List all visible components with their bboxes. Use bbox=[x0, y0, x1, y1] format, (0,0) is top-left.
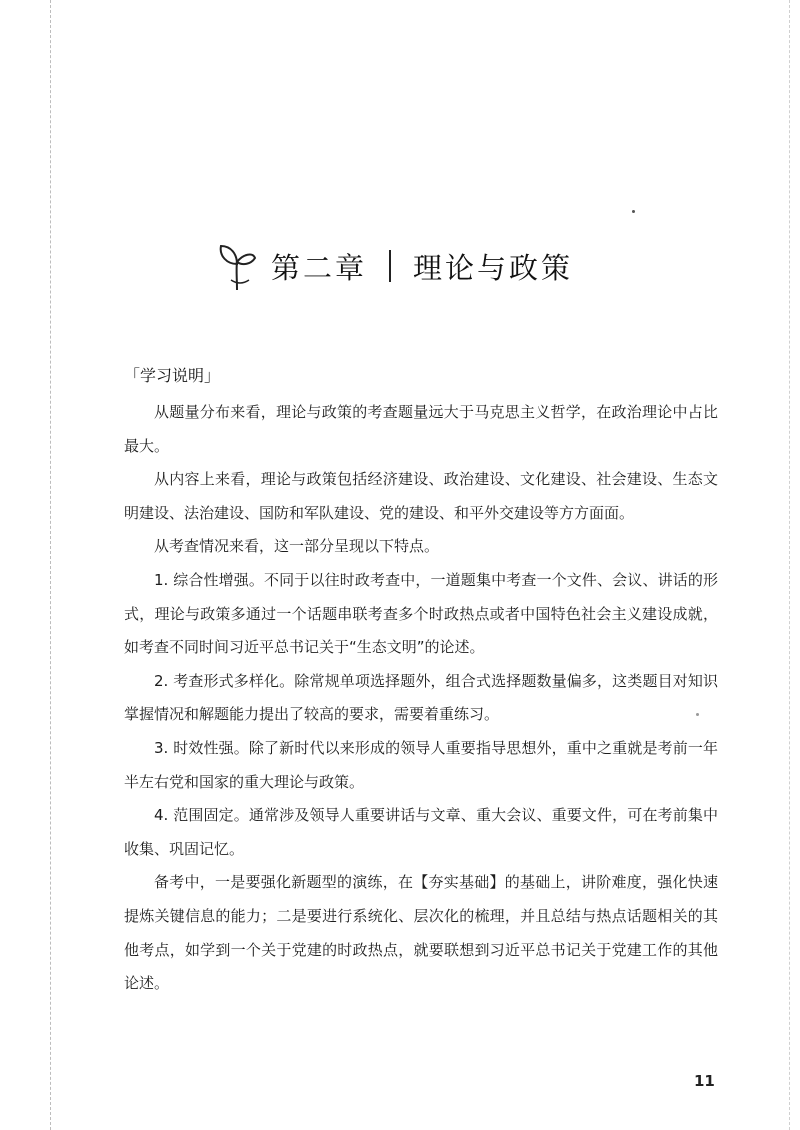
paragraph: 2. 考查形式多样化。除常规单项选择题外，组合式选择题数量偏多，这类题目对知识掌握情况和解题能力提出了较高的要求，需要着重练习。 bbox=[124, 671, 718, 724]
paragraph: 1. 综合性增强。不同于以往时政考查中，一道题集中考查一个文件、会议、讲话的形式，理论与政策多通过一个话题串联考查多个时政热点或者中国特色社会主义建设成就，如考查不同时间习近平总书记关于“生态文明”的论述。 bbox=[124, 570, 718, 657]
page-number: 11 bbox=[694, 1072, 715, 1090]
paragraph: 备考中，一是要强化新题型的演练，在【夯实基础】的基础上，讲阶难度，强化快速提炼关键信息的能力；二是要进行系统化、层次化的梳理，并且总结与热点话题相关的其他考点，如学到一个关于党建的时政热点，就要联想到习近平总书记关于党建工作的其他论述。 bbox=[124, 873, 718, 993]
paragraph: 从考查情况来看，这一部分呈现以下特点。 bbox=[154, 537, 440, 556]
scan-speck bbox=[632, 210, 635, 213]
sprout-icon bbox=[215, 240, 259, 292]
chapter-divider bbox=[389, 250, 391, 282]
scan-edge-left bbox=[50, 0, 52, 1130]
chapter-title: 理论与政策 bbox=[413, 250, 574, 285]
body-text bbox=[124, 396, 718, 1001]
paragraph: 3. 时效性强。除了新时代以来形成的领导人重要指导思想外，重中之重就是考前一年半左右党和国家的重大理论与政策。 bbox=[124, 738, 718, 791]
section-label: 「学习说明」 bbox=[124, 366, 221, 385]
chapter-heading bbox=[215, 236, 573, 296]
scan-speck bbox=[696, 713, 699, 716]
scan-edge-right bbox=[789, 0, 791, 1130]
paragraph: 4. 范围固定。通常涉及领导人重要讲话与文章、重大会议、重要文件，可在考前集中收集、巩固记忆。 bbox=[124, 806, 718, 858]
paragraph: 从内容上来看，理论与政策包括经济建设、政治建设、文化建设、社会建设、生态文明建设、法治建设、国防和军队建设、党的建设、和平外交建设等方方面面。 bbox=[124, 470, 718, 522]
chapter-number: 第二章 bbox=[271, 250, 368, 285]
paragraph: 从题量分布来看，理论与政策的考查题量远大于马克思主义哲学，在政治理论中占比最大。 bbox=[124, 403, 718, 455]
